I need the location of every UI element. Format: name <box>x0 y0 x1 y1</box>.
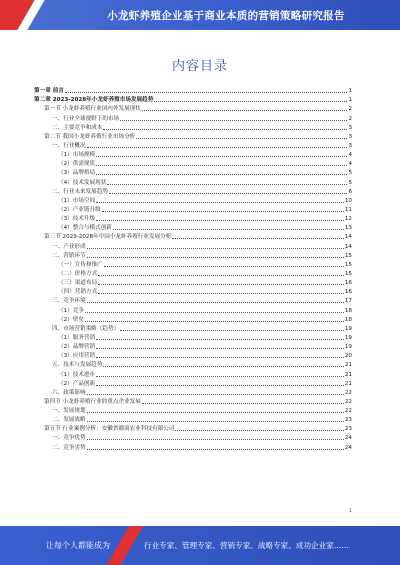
toc-entry[interactable] <box>34 187 352 196</box>
toc-entry-label: 五、技术与发展趋势 <box>52 362 103 369</box>
toc-entry[interactable] <box>34 406 352 415</box>
toc-entry-page: 5 <box>348 170 352 177</box>
toc-entry-page: 3 <box>348 124 352 131</box>
toc-entry[interactable] <box>34 104 352 113</box>
toc-entry[interactable] <box>34 433 352 442</box>
toc-dot-leader <box>113 229 344 230</box>
toc-entry-page: 18 <box>344 307 352 314</box>
report-title: 小龙虾养殖企业基于商业本质的营销策略研究报告 <box>107 10 345 22</box>
toc-entry[interactable] <box>34 141 352 150</box>
toc-entry-label: （三）渠道布局 <box>58 280 98 287</box>
toc-entry-label: 二、竞争劣势 <box>52 444 86 451</box>
toc-entry[interactable] <box>34 177 352 186</box>
toc-entry[interactable] <box>34 397 352 406</box>
toc-entry-label: （4）整合与模式创新 <box>58 225 112 232</box>
toc-dot-leader <box>96 376 344 377</box>
toc-dot-leader <box>104 266 344 267</box>
toc-dot-leader <box>87 248 344 249</box>
footer-slogan-right: 行业专家、管理专家、营销专家、战略专家、成功企业家…… <box>144 541 350 550</box>
toc-entry[interactable] <box>34 232 352 241</box>
toc-dot-leader <box>85 321 344 322</box>
toc-dot-leader <box>175 430 343 431</box>
toc-entry-label: （2）品牌营销 <box>58 344 96 351</box>
toc-entry-page: 24 <box>344 435 352 442</box>
toc-entry-label: （一）宣传和推广 <box>58 261 103 268</box>
toc-entry-label: 第二章 2023-2028年小龙虾养殖市场发展趋势 <box>34 97 154 104</box>
toc-entry-page: 24 <box>344 444 352 451</box>
toc-entry-page: 4 <box>348 161 352 168</box>
toc-entry-page: 20 <box>344 353 352 360</box>
toc-entry-page: 11 <box>344 206 352 213</box>
toc-entry-page: 19 <box>344 334 352 341</box>
toc-entry-page: 14 <box>344 234 352 241</box>
toc-entry-page: 17 <box>344 298 352 305</box>
toc-entry-page: 3 <box>348 142 352 149</box>
toc-entry-label: 一、竞争优势 <box>52 435 86 442</box>
toc-entry[interactable] <box>34 123 352 132</box>
toc-entry[interactable] <box>34 241 352 250</box>
toc-dot-leader <box>87 412 344 413</box>
toc-dot-leader <box>87 394 344 395</box>
toc-entry[interactable] <box>34 388 352 397</box>
toc-entry-label: 第一章 前言 <box>34 88 64 95</box>
toc-dot-leader <box>96 165 347 166</box>
toc-entry-label: 第二节 我国小龙虾养殖行业市场分析 <box>44 133 136 140</box>
toc-entry-label: 二、行业未来发展趋势 <box>52 188 108 195</box>
toc-dot-leader <box>87 257 344 258</box>
toc-entry-page: 21 <box>344 362 352 369</box>
toc-entry-page: 19 <box>344 344 352 351</box>
toc-dot-leader <box>142 110 348 111</box>
toc-entry-page: 22 <box>344 408 352 415</box>
toc-entry[interactable] <box>34 287 352 296</box>
toc-dot-leader <box>87 449 344 450</box>
toc-entry[interactable] <box>34 315 352 324</box>
toc-dot-leader <box>107 184 347 185</box>
toc-entry[interactable] <box>34 214 352 223</box>
toc-entry-page: 14 <box>344 243 352 250</box>
toc-entry-label: 第四节 小龙虾养殖行业的重点企业发展 <box>44 398 141 405</box>
toc-dot-leader <box>109 193 347 194</box>
toc-dot-leader <box>120 120 347 121</box>
toc-entry-page: 16 <box>344 289 352 296</box>
toc-dot-leader <box>120 330 344 331</box>
toc-entry-page: 2 <box>348 106 352 113</box>
footer-slogan-left: 让每个人都能成为 <box>46 541 110 550</box>
toc-dot-leader <box>96 357 344 358</box>
toc-entry[interactable] <box>34 305 352 314</box>
toc-entry[interactable] <box>34 269 352 278</box>
toc-entry-label: （1）市场规模 <box>58 152 96 159</box>
toc-dot-leader <box>154 101 347 102</box>
toc-entry[interactable] <box>34 150 352 159</box>
toc-entry-page: 19 <box>344 325 352 332</box>
toc-entry-label: （3）技术升级 <box>58 216 96 223</box>
toc-dot-leader <box>87 439 344 440</box>
toc-entry-page: 15 <box>344 252 352 259</box>
toc-entry[interactable] <box>34 132 352 141</box>
toc-entry-page: 4 <box>348 152 352 159</box>
toc-entry-page: 12 <box>344 216 352 223</box>
toc-entry-label: （1）竞争 <box>58 307 84 314</box>
toc-heading: 内容目录 <box>171 59 228 74</box>
toc-entry-page: 23 <box>344 417 352 424</box>
toc-entry-label: 第一节 小龙虾养殖行业国内外发展现状 <box>44 106 141 113</box>
toc-entry-label: 一、行业全球视野下的市场 <box>52 115 120 122</box>
toc-entry-label: 一、发展规划 <box>52 408 86 415</box>
toc-entry[interactable] <box>34 196 352 205</box>
toc-entry[interactable] <box>34 86 352 95</box>
toc-entry[interactable] <box>34 95 352 104</box>
toc-entry[interactable] <box>34 159 352 168</box>
toc-entry[interactable] <box>34 113 352 122</box>
toc-entry-page: 16 <box>344 280 352 287</box>
toc-dot-leader <box>87 421 344 422</box>
toc-entry-page: 21 <box>344 371 352 378</box>
toc-entry[interactable] <box>34 360 352 369</box>
toc-entry-label: （3）品牌格局 <box>58 170 96 177</box>
toc-entry-label: （2）供需现状 <box>58 161 96 168</box>
toc-entry[interactable] <box>34 168 352 177</box>
footer-red-stripe <box>107 526 144 565</box>
page-number: 1 <box>348 508 352 514</box>
toc-entry-page: 18 <box>344 316 352 323</box>
toc-entry[interactable] <box>34 351 352 360</box>
toc-entry-label: 四、市场营销策略（趋势） <box>52 325 120 332</box>
toc-entry-page: 22 <box>344 389 352 396</box>
toc-entry[interactable] <box>34 296 352 305</box>
toc-entry-label: （2）产业链升级 <box>58 206 101 213</box>
toc-entry-page: 23 <box>344 426 352 433</box>
toc-entry-page: 3 <box>348 133 352 140</box>
toc-entry-page: 1 <box>348 88 352 95</box>
toc-entry-page: 6 <box>348 188 352 195</box>
toc-entry[interactable] <box>34 205 352 214</box>
toc-entry-page: 2 <box>348 115 352 122</box>
toc-entry-label: （4）技术发展现状 <box>58 179 107 186</box>
toc-entry-label: 第三节 2023-2028年中国小龙虾养殖行业发展分析 <box>44 234 172 241</box>
toc-entry-label: 三、竞争环境 <box>52 298 86 305</box>
toc-entry-label: 二、发展战略 <box>52 417 86 424</box>
toc-dot-leader <box>98 284 344 285</box>
toc-entry-page: 5 <box>348 179 352 186</box>
table-of-contents <box>34 86 352 452</box>
toc-dot-leader <box>65 92 348 93</box>
toc-entry[interactable] <box>34 260 352 269</box>
toc-entry-page: 21 <box>344 380 352 387</box>
toc-dot-leader <box>85 312 344 313</box>
toc-entry[interactable] <box>34 379 352 388</box>
toc-dot-leader <box>142 403 344 404</box>
toc-entry-label: （1）技术进步 <box>58 371 96 378</box>
toc-entry-label: 一、产业形成 <box>52 243 86 250</box>
toc-entry-label: （3）应用营销 <box>58 353 96 360</box>
toc-entry-label: 第五节 行业案例分析：安徽省赣商农业科技有限公司 <box>44 426 175 433</box>
toc-entry-page: 10 <box>344 197 352 204</box>
toc-entry-label: （2）产品创新 <box>58 380 96 387</box>
toc-entry-label: （二）价格方式 <box>58 270 98 277</box>
toc-dot-leader <box>96 220 344 221</box>
toc-entry[interactable] <box>34 333 352 342</box>
toc-dot-leader <box>103 366 344 367</box>
toc-entry-label: 一、行业概况 <box>52 142 86 149</box>
toc-dot-leader <box>96 348 344 349</box>
toc-entry-label: 六、政策影响 <box>52 389 86 396</box>
header-banner <box>0 0 400 30</box>
toc-entry-label: （1）服务营销 <box>58 334 96 341</box>
toc-entry[interactable] <box>34 278 352 287</box>
toc-entry[interactable] <box>34 442 352 451</box>
toc-entry-page: 15 <box>344 270 352 277</box>
toc-dot-leader <box>96 202 344 203</box>
toc-entry-label: 二、营销环节 <box>52 252 86 259</box>
toc-dot-leader <box>98 275 344 276</box>
toc-entry[interactable] <box>34 324 352 333</box>
toc-entry[interactable] <box>34 223 352 232</box>
toc-entry[interactable] <box>34 415 352 424</box>
toc-dot-leader <box>87 147 348 148</box>
toc-dot-leader <box>136 138 347 139</box>
toc-entry-label: （1）市场空间 <box>58 197 96 204</box>
toc-dot-leader <box>96 174 347 175</box>
toc-dot-leader <box>96 156 347 157</box>
toc-dot-leader <box>96 385 344 386</box>
toc-dot-leader <box>98 293 344 294</box>
toc-dot-leader <box>103 129 347 130</box>
toc-entry[interactable] <box>34 251 352 260</box>
footer-banner <box>0 526 400 565</box>
toc-dot-leader <box>87 302 344 303</box>
toc-entry-label: 二、主要竞争和成本 <box>52 124 103 131</box>
toc-entry-label: （2）壁垒 <box>58 316 84 323</box>
toc-entry[interactable] <box>34 369 352 378</box>
toc-entry-page: 1 <box>348 97 352 104</box>
toc-entry-page: 22 <box>344 398 352 405</box>
toc-entry[interactable] <box>34 424 352 433</box>
toc-entry-page: 13 <box>344 225 352 232</box>
toc-entry[interactable] <box>34 342 352 351</box>
toc-dot-leader <box>102 211 344 212</box>
toc-dot-leader <box>96 339 344 340</box>
toc-dot-leader <box>172 238 344 239</box>
toc-entry-page: 15 <box>344 261 352 268</box>
toc-entry-label: （四）营销方式 <box>58 289 98 296</box>
